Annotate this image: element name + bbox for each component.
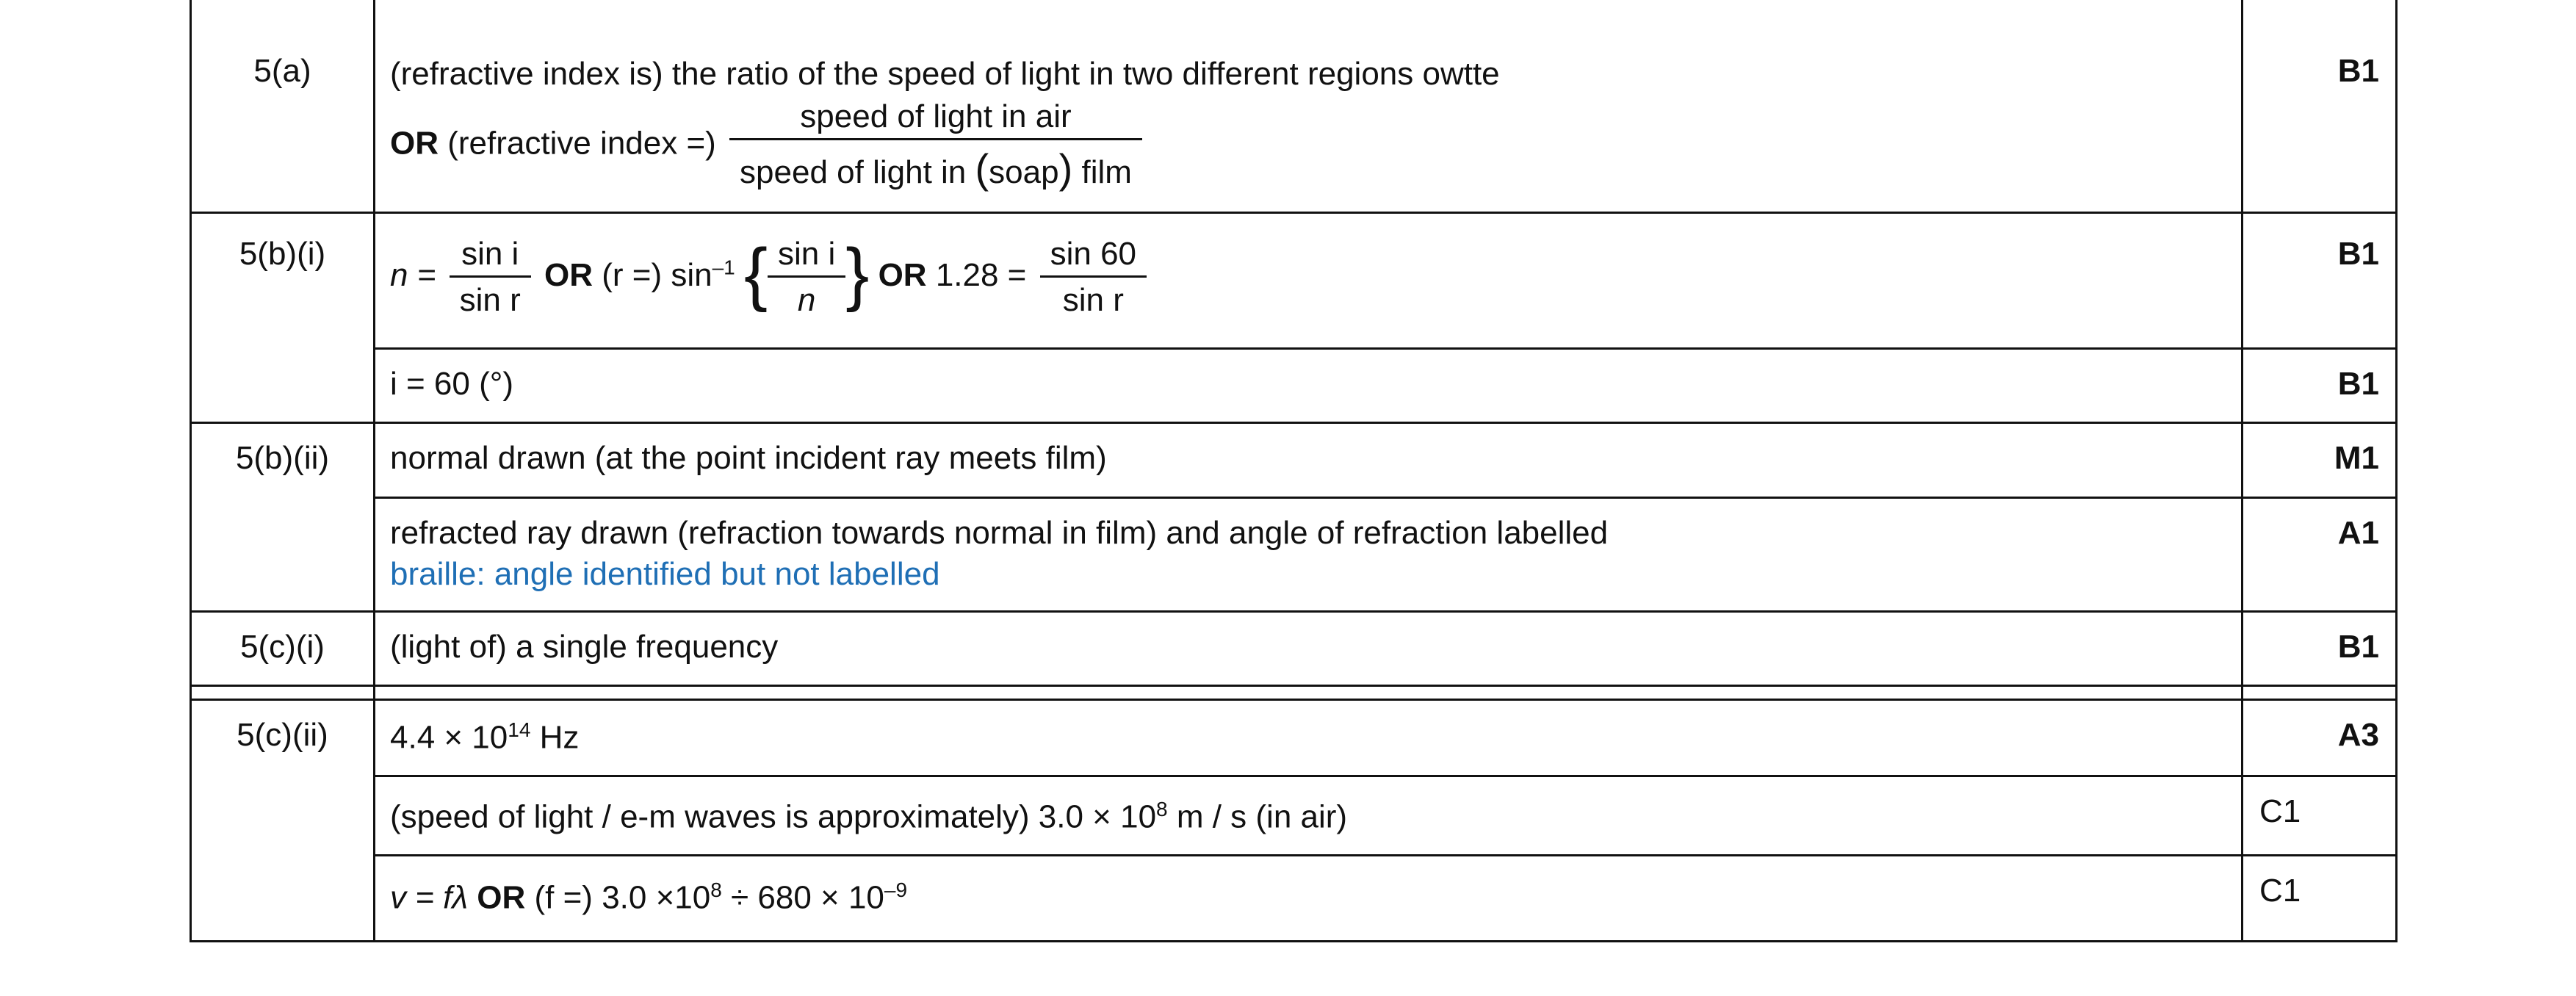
superscript: –9 bbox=[884, 878, 908, 901]
table-row bbox=[191, 611, 2397, 685]
table-row bbox=[191, 348, 2397, 422]
fraction-numerator: speed of light in air bbox=[729, 98, 1142, 140]
calc-text: 3.0 ×10 bbox=[602, 879, 711, 916]
answer-unit: Hz bbox=[530, 719, 580, 756]
mark-badge: A3 bbox=[2337, 716, 2379, 753]
answer-cell bbox=[375, 212, 2243, 348]
fraction-numerator: sin 60 bbox=[1040, 236, 1147, 278]
answer-text: (refractive index is) the ratio of the speed of light in two different regions owtte bbox=[390, 56, 1500, 92]
question-cell bbox=[191, 0, 375, 212]
fraction bbox=[450, 236, 531, 319]
question-cell bbox=[191, 422, 375, 611]
fraction-denominator: sin r bbox=[459, 281, 521, 318]
formula-text: (r =) sin bbox=[602, 256, 712, 293]
answer-formula: n = $\frac{\text{sin i}}{\text{sin r}}$ OR (r =) $\sin^{-1}$ { $\frac{\text{sin i}}{n}$ } OR 1.28 = $\frac{\sin 60}{\text{sin r}}$ bbox=[390, 214, 2241, 319]
fraction bbox=[768, 236, 845, 319]
mark-cell bbox=[2243, 212, 2397, 348]
table-row bbox=[191, 0, 2397, 212]
answer-text bbox=[390, 701, 2241, 757]
mark-badge: B1 bbox=[2337, 53, 2379, 89]
question-number: 5(a) bbox=[253, 53, 311, 89]
spacer-cell bbox=[191, 685, 375, 699]
question-number: 5(b)(ii) bbox=[235, 439, 330, 476]
answer-cell bbox=[375, 422, 2243, 497]
fraction-numerator: sin i bbox=[450, 236, 531, 278]
spacer-cell bbox=[375, 685, 2243, 699]
speed-unit: m / s (in air) bbox=[1167, 798, 1348, 835]
mark-badge: B1 bbox=[2337, 235, 2379, 272]
question-cell bbox=[191, 699, 375, 941]
or-label: OR bbox=[390, 125, 439, 162]
table-row bbox=[191, 422, 2397, 497]
denominator-text: speed of light in bbox=[740, 154, 967, 190]
mark-cell bbox=[2243, 776, 2397, 855]
fraction bbox=[729, 98, 1142, 192]
speed-text: (speed of light / e-m waves is approximately) 3.0 × 10 bbox=[390, 798, 1157, 835]
formula-text: (refractive index =) bbox=[447, 125, 716, 162]
mark-cell bbox=[2243, 855, 2397, 941]
answer-cell bbox=[375, 776, 2243, 855]
answer-cell bbox=[375, 497, 2243, 611]
or-label: OR bbox=[878, 256, 927, 293]
fraction-denominator: speed of light in (soap) film bbox=[740, 145, 1132, 192]
mark-cell bbox=[2243, 348, 2397, 422]
mark-badge: C1 bbox=[2259, 872, 2301, 909]
formula-text: (f =) bbox=[534, 879, 593, 916]
answer-text bbox=[390, 777, 2241, 836]
table-row bbox=[191, 699, 2397, 776]
fraction-denominator: sin r bbox=[1062, 281, 1124, 318]
denominator-film: film bbox=[1081, 154, 1132, 190]
mark-badge: B1 bbox=[2337, 628, 2379, 665]
or-label: OR bbox=[477, 879, 526, 916]
denominator-soap: soap bbox=[989, 154, 1059, 190]
guidance-note: braille: angle identified but not labelled bbox=[390, 555, 940, 592]
fraction-denominator: n bbox=[797, 281, 816, 318]
table-row bbox=[191, 776, 2397, 855]
question-cell bbox=[191, 212, 375, 422]
question-number: 5(c)(i) bbox=[240, 628, 325, 665]
fraction-numerator: sin i bbox=[768, 236, 845, 278]
question-number: 5(b)(i) bbox=[239, 235, 326, 272]
table-spacer-row bbox=[191, 685, 2397, 699]
answer-text: i = 60 (°) bbox=[390, 365, 513, 402]
superscript: 14 bbox=[508, 718, 531, 741]
mark-scheme-table bbox=[190, 0, 2398, 942]
formula-text: 1.28 = bbox=[935, 256, 1027, 293]
mark-badge: A1 bbox=[2337, 514, 2379, 551]
mark-cell bbox=[2243, 422, 2397, 497]
table-row bbox=[191, 212, 2397, 348]
mark-cell bbox=[2243, 497, 2397, 611]
or-label: OR bbox=[544, 256, 593, 293]
superscript: –1 bbox=[712, 255, 735, 278]
mark-badge: C1 bbox=[2259, 793, 2301, 829]
answer-cell bbox=[375, 699, 2243, 776]
mark-badge: B1 bbox=[2337, 365, 2379, 402]
formula-text: v = fλ bbox=[390, 879, 469, 916]
table-row bbox=[191, 855, 2397, 941]
answer-cell bbox=[375, 0, 2243, 212]
answer-value: 4.4 × 10 bbox=[390, 719, 508, 756]
mark-cell bbox=[2243, 699, 2397, 776]
spacer-cell bbox=[2243, 685, 2397, 699]
calc-text: ÷ 680 × 10 bbox=[721, 879, 884, 916]
formula-text: n = bbox=[390, 256, 436, 293]
fraction bbox=[1040, 236, 1147, 319]
mark-cell bbox=[2243, 611, 2397, 685]
superscript: 8 bbox=[710, 878, 722, 901]
mark-cell bbox=[2243, 0, 2397, 212]
answer-cell bbox=[375, 348, 2243, 422]
answer-cell bbox=[375, 855, 2243, 941]
superscript: 8 bbox=[1156, 797, 1168, 820]
answer-formula bbox=[390, 856, 2241, 917]
answer-formula bbox=[390, 98, 2241, 192]
answer-text: refracted ray drawn (refraction towards normal in film) and angle of refraction labelled bbox=[390, 514, 1609, 551]
answer-cell bbox=[375, 611, 2243, 685]
question-number: 5(c)(ii) bbox=[237, 716, 328, 753]
answer-text: (light of) a single frequency bbox=[390, 628, 779, 665]
table-row bbox=[191, 497, 2397, 611]
question-cell bbox=[191, 611, 375, 685]
answer-text: normal drawn (at the point incident ray meets film) bbox=[390, 439, 1107, 476]
mark-badge: M1 bbox=[2334, 439, 2379, 476]
